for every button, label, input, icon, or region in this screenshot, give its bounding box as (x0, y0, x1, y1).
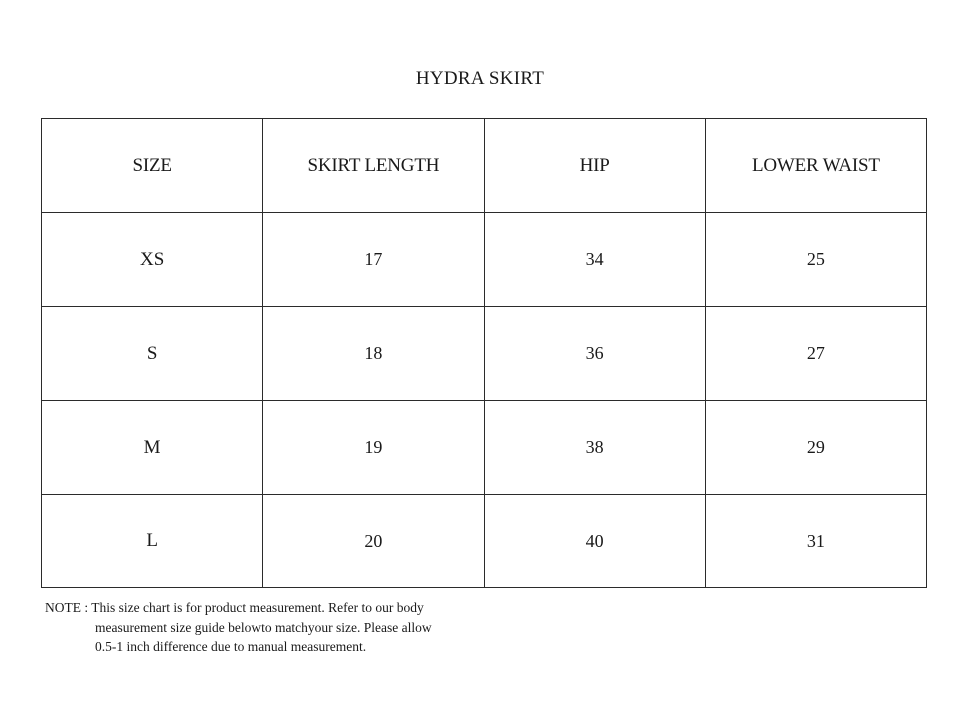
page-title: HYDRA SKIRT (415, 68, 545, 89)
hip-cell: 36 (484, 307, 705, 401)
hip-cell: 40 (484, 495, 705, 588)
skirt-length-cell: 19 (263, 401, 484, 495)
header-size: SIZE (42, 119, 263, 213)
hip-cell: 38 (484, 401, 705, 495)
header-lower-waist: LOWER WAIST (705, 119, 926, 213)
note-line-3: 0.5-1 inch difference due to manual measurement. (95, 639, 367, 654)
note-line-1: NOTE : This size chart is for product measurement. Refer to our body (45, 600, 424, 615)
lower-waist-cell: 31 (705, 495, 926, 588)
size-cell: L (42, 495, 263, 588)
skirt-length-cell: 17 (263, 213, 484, 307)
table-header-row (42, 119, 927, 213)
size-cell: M (42, 401, 263, 495)
table-row (42, 307, 927, 401)
size-chart-table (41, 118, 927, 588)
header-skirt-length: SKIRT LENGTH (263, 119, 484, 213)
size-cell: XS (42, 213, 263, 307)
hip-cell: 34 (484, 213, 705, 307)
skirt-length-cell: 18 (263, 307, 484, 401)
header-hip: HIP (484, 119, 705, 213)
table-row (42, 401, 927, 495)
table-row (42, 495, 927, 588)
table-row (42, 213, 927, 307)
size-cell: S (42, 307, 263, 401)
lower-waist-cell: 29 (705, 401, 926, 495)
measurement-note (45, 598, 485, 657)
skirt-length-cell: 20 (263, 495, 484, 588)
lower-waist-cell: 27 (705, 307, 926, 401)
lower-waist-cell: 25 (705, 213, 926, 307)
note-line-2: measurement size guide belowto matchyour size. Please allow (95, 619, 432, 635)
